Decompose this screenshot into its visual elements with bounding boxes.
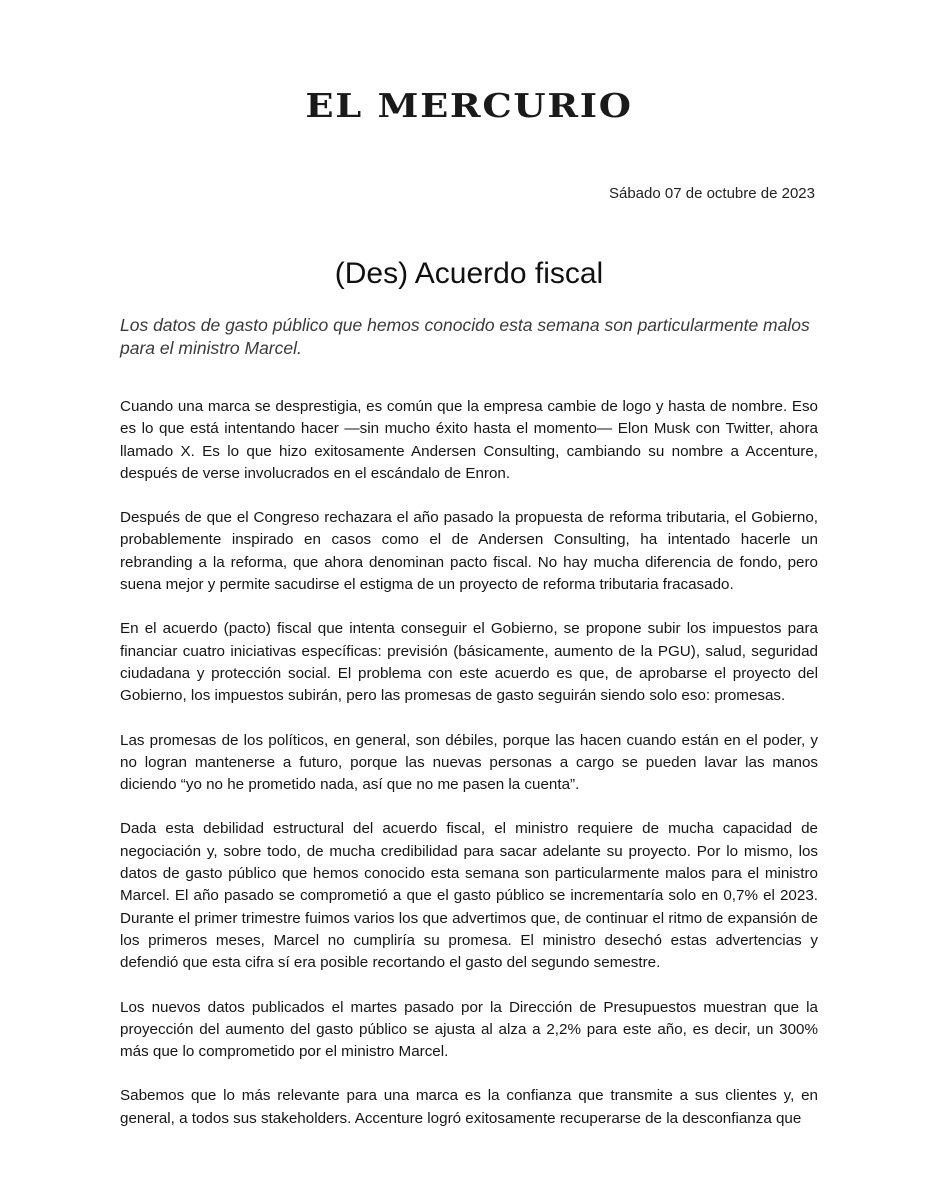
article-paragraph: Sabemos que lo más relevante para una marca es la confianza que transmite a sus clientes y, en general, a todos sus stakeholders. Accenture logró exitosamente recuperarse de la desconfianza que xyxy=(120,1087,818,1127)
article-title: (Des) Acuerdo fiscal xyxy=(334,257,604,290)
publication-date: Sábado 07 de octubre de 2023 xyxy=(608,185,815,202)
article-paragraph: Después de que el Congreso rechazara el año pasado la propuesta de reforma tributaria, el Gobierno, probablemente inspirado en casos como el de Andersen Consulting, ha intentado hacerle un rebranding a la reforma, que ahora denominan pacto fiscal. No hay mucha diferencia de fondo, pero suena mejor y permite sacudirse el estigma de un proyecto de reforma tributaria fracasado. xyxy=(120,509,818,594)
article-paragraph: Las promesas de los políticos, en general, son débiles, porque las hacen cuando están en el poder, y no logran mantenerse a futuro, porque las nuevas personas a cargo se pueden lavar las manos diciendo “yo no he prometido nada, así que no me pasen la cuenta”. xyxy=(120,731,818,794)
article-paragraph: Los nuevos datos publicados el martes pasado por la Dirección de Presupuestos muestran que la proyección del aumento del gasto público se ajusta al alza a 2,2% para este año, es decir, un 300% más que lo comprometido por el ministro Marcel. xyxy=(120,998,818,1061)
article-subtitle: Los datos de gasto público que hemos conocido esta semana son particularmente malos para el ministro Marcel. xyxy=(120,315,810,358)
newspaper-masthead: EL MERCURIO xyxy=(305,86,633,125)
article-paragraph: Dada esta debilidad estructural del acuerdo fiscal, el ministro requiere de mucha capacidad de negociación y, sobre todo, de mucha credibilidad para sacar adelante su proyecto. Por lo mismo, los datos de gasto público que hemos conocido esta semana son particularmente malos para el ministro Marcel. El año pasado se comprometió a que el gasto público se incrementaría solo en 0,7% el 2023. Durante el primer trimestre fuimos varios los que advertimos que, de continuar el ritmo de expansión de los primeros meses, Marcel no cumpliría su promesa. El ministro desechó estas advertencias y defendió que esta cifra sí era posible recortando el gasto del segundo semestre. xyxy=(120,820,818,972)
article-paragraph: Cuando una marca se desprestigia, es común que la empresa cambie de logo y hasta de nombre. Eso es lo que está intentando hacer —sin mucho éxito hasta el momento— Elon Musk con Twitter, ahora llamado X. Es lo que hizo exitosamente Andersen Consulting, cambiando su nombre a Accenture, después de verse involucrados en el escándalo de Enron. xyxy=(120,398,818,482)
article-paragraph: En el acuerdo (pacto) fiscal que intenta conseguir el Gobierno, se propone subir los impuestos para financiar cuatro iniciativas específicas: previsión (básicamente, aumento de la PGU), salud, seguridad ciudadana y protección social. El problema con este acuerdo es que, de aprobarse el proyecto del Gobierno, los impuestos subirán, pero las promesas de gasto seguirán siendo solo eso: promesas. xyxy=(120,620,818,705)
article-body xyxy=(120,396,818,1152)
